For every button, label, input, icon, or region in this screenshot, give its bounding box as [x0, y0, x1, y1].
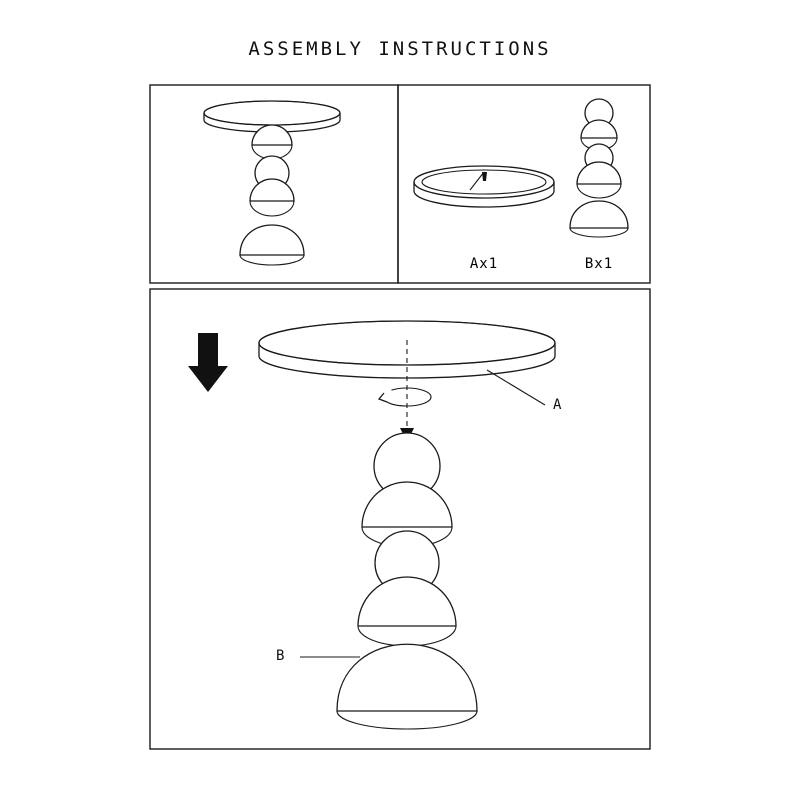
callout-a-leader — [487, 370, 545, 405]
callout-b-label: B — [276, 648, 285, 664]
page-title: ASSEMBLY INSTRUCTIONS — [248, 38, 552, 60]
down-arrow-icon — [188, 333, 228, 392]
part-a-illustration — [414, 166, 554, 207]
rotate-arrow-icon — [379, 388, 431, 406]
assembled-table-illustration — [204, 101, 340, 265]
part-b-illustration — [570, 99, 628, 237]
part-b-label: Bx1 — [584, 256, 614, 272]
part-a-label: Ax1 — [469, 256, 499, 272]
callout-a-label: A — [553, 397, 562, 413]
assembly-base-stack — [337, 433, 477, 729]
